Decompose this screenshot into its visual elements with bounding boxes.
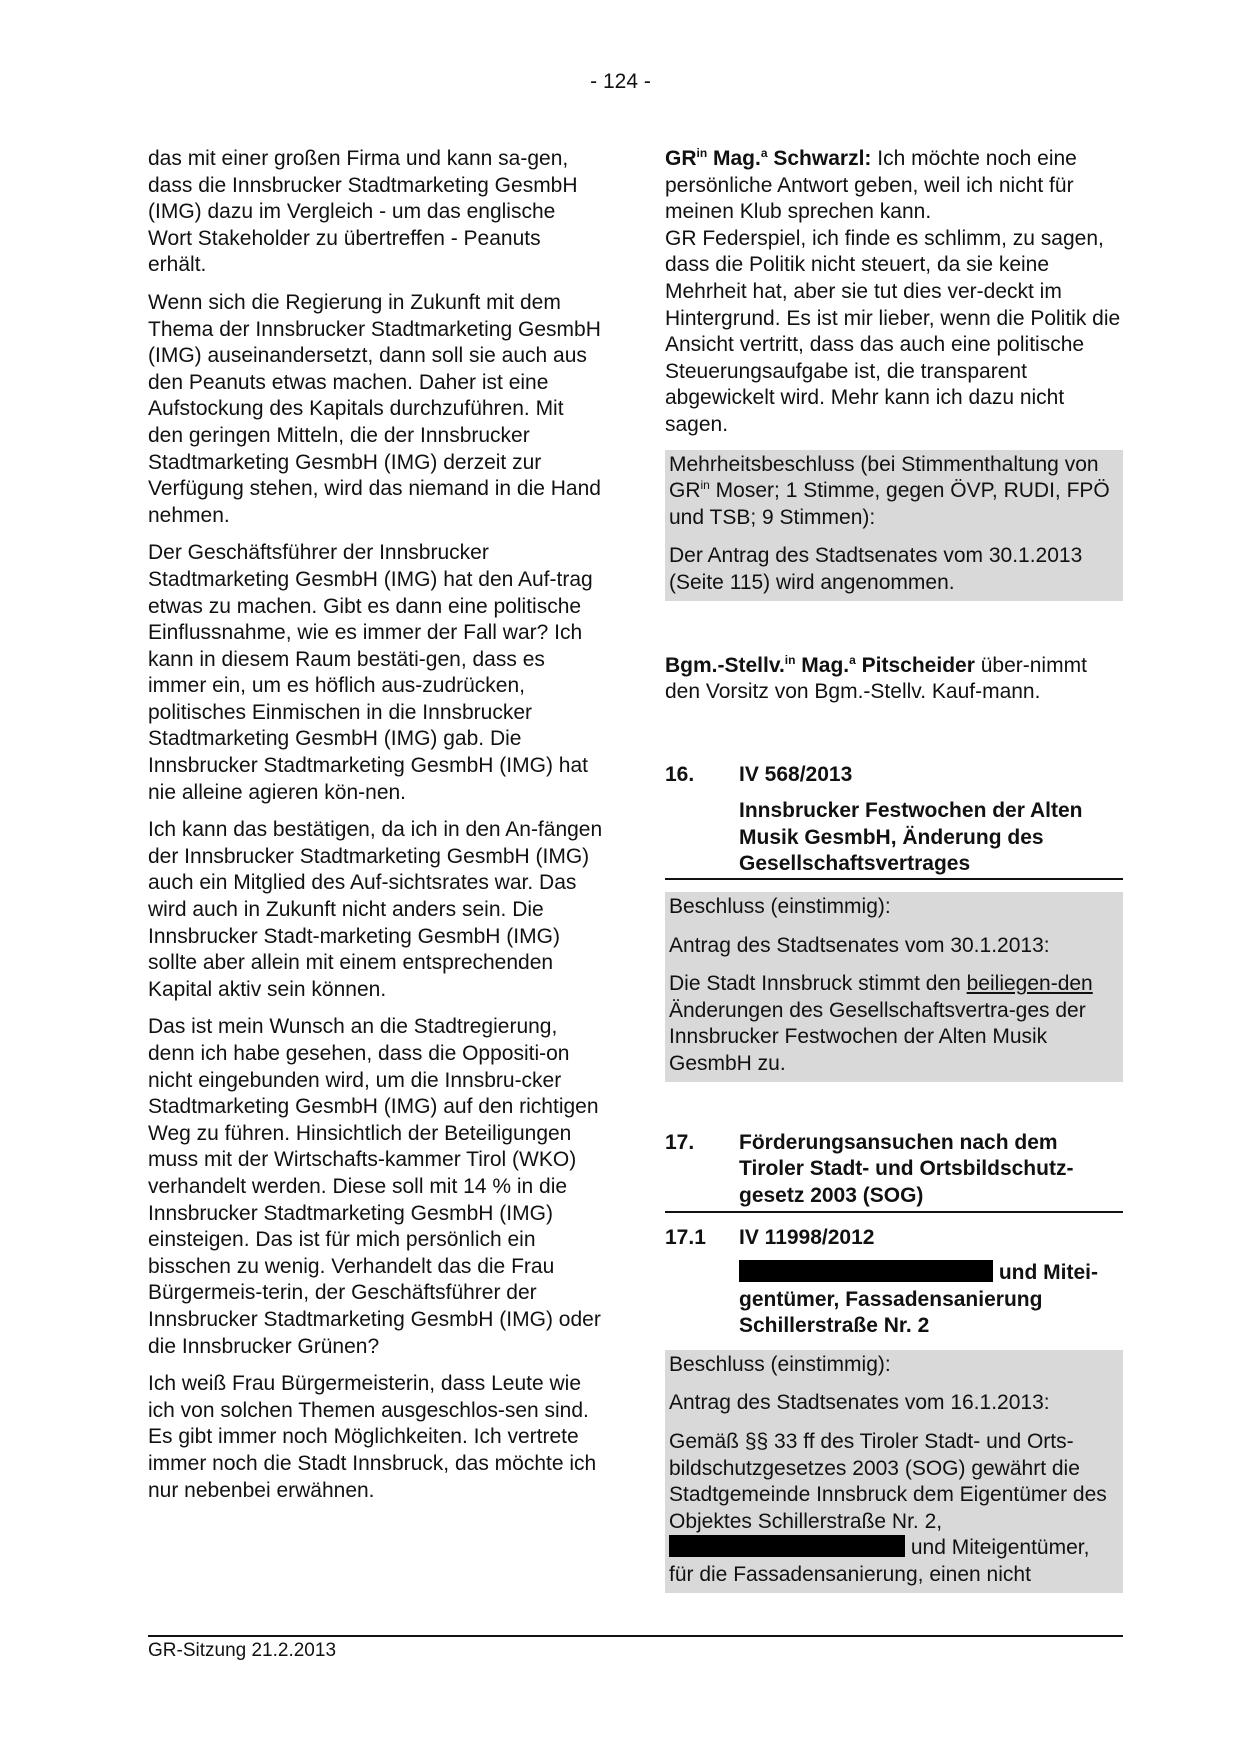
item-17-1-title-b: gentümer, Fassadensanierung Schillerstraße Nr. 2 [739,1287,1043,1338]
paragraph: Wenn sich die Regierung in Zukunft mit dem Thema der Innsbrucker Stadtmarketing GesmbH (IMG) auseinandersetzt, dann soll sie auch aus den Peanuts etwas machen. Daher ist eine Aufstockung des Kapitals durchzuführen. Mit den geringen Mitteln, die der Innsbrucker Stadtmarketing GesmbH (IMG) derzeit zur Verfügung stehen, wird das niemand in die Hand nehmen. [148,290,601,527]
item-16-decision: Beschluss (einstimmig): [669,895,891,919]
item-17-1-ref: IV 11998/2012 [739,1226,875,1250]
item-16-decision-box [665,892,1123,1082]
item-17-1-title-a: und Mitei- [993,1261,1098,1284]
item-17-1-title [739,1260,1123,1340]
decision-vote-a: Mehrheitsbeschluss (bei Stimmenthaltung von GR [669,452,1099,503]
redaction-bar [669,1535,905,1557]
chair-text: über-nimmt den Vorsitz von Bgm.-Stellv. Kauf-mann. [665,653,1087,704]
decision-result: Der Antrag des Stadtsenates vom 30.1.2013 (Seite 115) wird angenommen. [669,544,1083,594]
chair-sup: in [784,652,796,667]
paragraph: das mit einer großen Firma und kann sa-gen, dass die Innsbrucker Stadtmarketing GesmbH (IMG) dazu im Vergleich - um das englische Wort Stakeholder zu übertreffen - Peanuts erhält. [148,147,578,277]
speaker-text-2: GR Federspiel, ich finde es schlimm, zu sagen, dass die Politik nicht steuert, da sie keine Mehrheit hat, aber sie tut dies ver-deckt im Hintergrund. Es ist mir lieber, wenn die Politik die Ansicht vertritt, dass das auch eine politische Steuerungsaufgabe ist, die transparent abgewickelt wird. Mehr kann ich dazu nicht sagen. [665,226,1121,436]
item-16-title-block [665,794,1123,880]
page-number: - 124 - [590,70,651,93]
item-17-1-text-b: und Miteigentümer, für die Fassadensanierung, einen nicht [669,1536,1090,1586]
chair-name: Pitscheider [855,653,975,677]
paragraph: Das ist mein Wunsch an die Stadtregierung, denn ich habe gesehen, dass die Oppositi-on nicht eingebunden wird, um die Innsbru-cker Stadtmarketing GesmbH (IMG) auf den richtigen Weg zu führen. Hinsichtlich der Beteiligungen muss mit der Wirtschafts-kammer Tirol (WKO) verhandelt werden. Diese soll mit 14 % in die Innsbrucker Stadtmarketing GesmbH (IMG) einsteigen. Das ist für mich persönlich ein bisschen zu wenig. Verhandelt das die Frau Bürgermeis-terin, der Geschäftsführer der Innsbrucker Stadtmarketing GesmbH (IMG) oder die Innsbrucker Grünen? [148,1015,601,1358]
item-17-1-decision-box [665,1350,1123,1593]
speaker-text: Ich möchte noch eine persönliche Antwort geben, weil ich nicht für meinen Klub sprechen kann. [665,147,1077,224]
item-16-number: 16. [665,762,695,786]
chair-sup2: a [849,652,856,667]
right-column [665,146,1123,1593]
speaker-name: Schwarzl: [767,147,872,170]
item-17-1-text [669,1429,1119,1589]
item-17-header [665,1130,1123,1214]
item-17-1-motion: Antrag des Stadtsenates vom 16.1.2013: [669,1391,1050,1415]
left-column [148,146,603,1515]
decision-box [665,450,1123,601]
item-17-1-number: 17.1 [665,1226,706,1250]
paragraph: Der Geschäftsführer der Innsbrucker Stadtmarketing GesmbH (IMG) hat den Auf-trag etwas zu machen. Gibt es dann eine politische Einflussnahme, wie es immer der Fall war? Ich kann in diesem Raum bestäti-gen, dass es immer ein, um es höflich aus-zudrücken, politisches Einmischen in die Innsbrucker Stadtmarketing GesmbH (IMG) gab. Die Innsbrucker Stadtmarketing GesmbH (IMG) hat nie alleine agieren kön-nen. [148,541,593,804]
item-16-text-underlined: beiliegen-den [966,972,1093,996]
item-17-number: 17. [665,1130,695,1154]
chair-change [665,653,1123,706]
paragraph: Ich kann das bestätigen, da ich in den An-fängen der Innsbrucker Stadtmarketing GesmbH (IMG) auch ein Mitglied des Auf-sichtsrates war. Das wird auch in Zukunft nicht anders sein. Die Innsbrucker Stadt-marketing GesmbH (IMG) sollte aber allein mit einem entsprechenden Kapital aktiv sein können. [148,818,603,1001]
footer-rule [148,1635,1123,1637]
speaker-title-mag: Mag. [707,147,761,170]
item-16-motion: Antrag des Stadtsenates vom 30.1.2013: [669,933,1050,957]
footer: GR-Sitzung 21.2.2013 [148,1640,337,1661]
item-17-1-decision: Beschluss (einstimmig): [669,1352,891,1376]
item-17-1-header [665,1225,1123,1252]
item-16-title: Innsbrucker Festwochen der Alten Musik GesmbH, Änderung des Gesellschaftsvertrages [739,799,1083,876]
item-16-text-b: Änderungen des Gesellschaftsvertra-ges der Innsbrucker Festwochen der Alten Musik GesmbH zu. [669,998,1086,1076]
speaker-statement [665,146,1123,439]
paragraph: Ich weiß Frau Bürgermeisterin, dass Leute wie ich von solchen Themen ausgeschlos-sen sind. Es gibt immer noch Möglichkeiten. Ich vertrete immer noch die Stadt Innsbruck, das möchte ich nur nebenbei erwähnen. [148,1372,597,1502]
speaker-title-sup2: a [760,146,768,160]
decision-vote-b: Moser; 1 Stimme, gegen ÖVP, RUDI, FPÖ und TSB; 9 Stimmen): [669,479,1110,529]
decision-vote [669,452,1119,532]
decision-vote-sup: in [700,478,710,493]
speaker-title-sup: in [696,146,708,160]
redaction-bar [739,1260,993,1282]
item-16-text-a: Die Stadt Innsbruck stimmt den [669,972,967,996]
speaker-title: GR [665,147,697,170]
chair-mag: Mag. [795,653,850,677]
item-17-1-text-a: Gemäß §§ 33 ff des Tiroler Stadt- und Orts-bildschutzgesetzes 2003 (SOG) gewährt die Stadtgemeinde Innsbruck dem Eigentümer des Objektes Schillerstraße Nr. 2, [669,1429,1107,1533]
chair-title: Bgm.-Stellv. [665,653,785,677]
item-16-text [669,971,1119,1077]
item-16-header [665,762,1123,789]
item-17-title: Förderungsansuchen nach dem Tiroler Stadt- und Ortsbildschutz-gesetz 2003 (SOG) [739,1130,1074,1207]
item-16-ref: IV 568/2013 [739,762,853,786]
